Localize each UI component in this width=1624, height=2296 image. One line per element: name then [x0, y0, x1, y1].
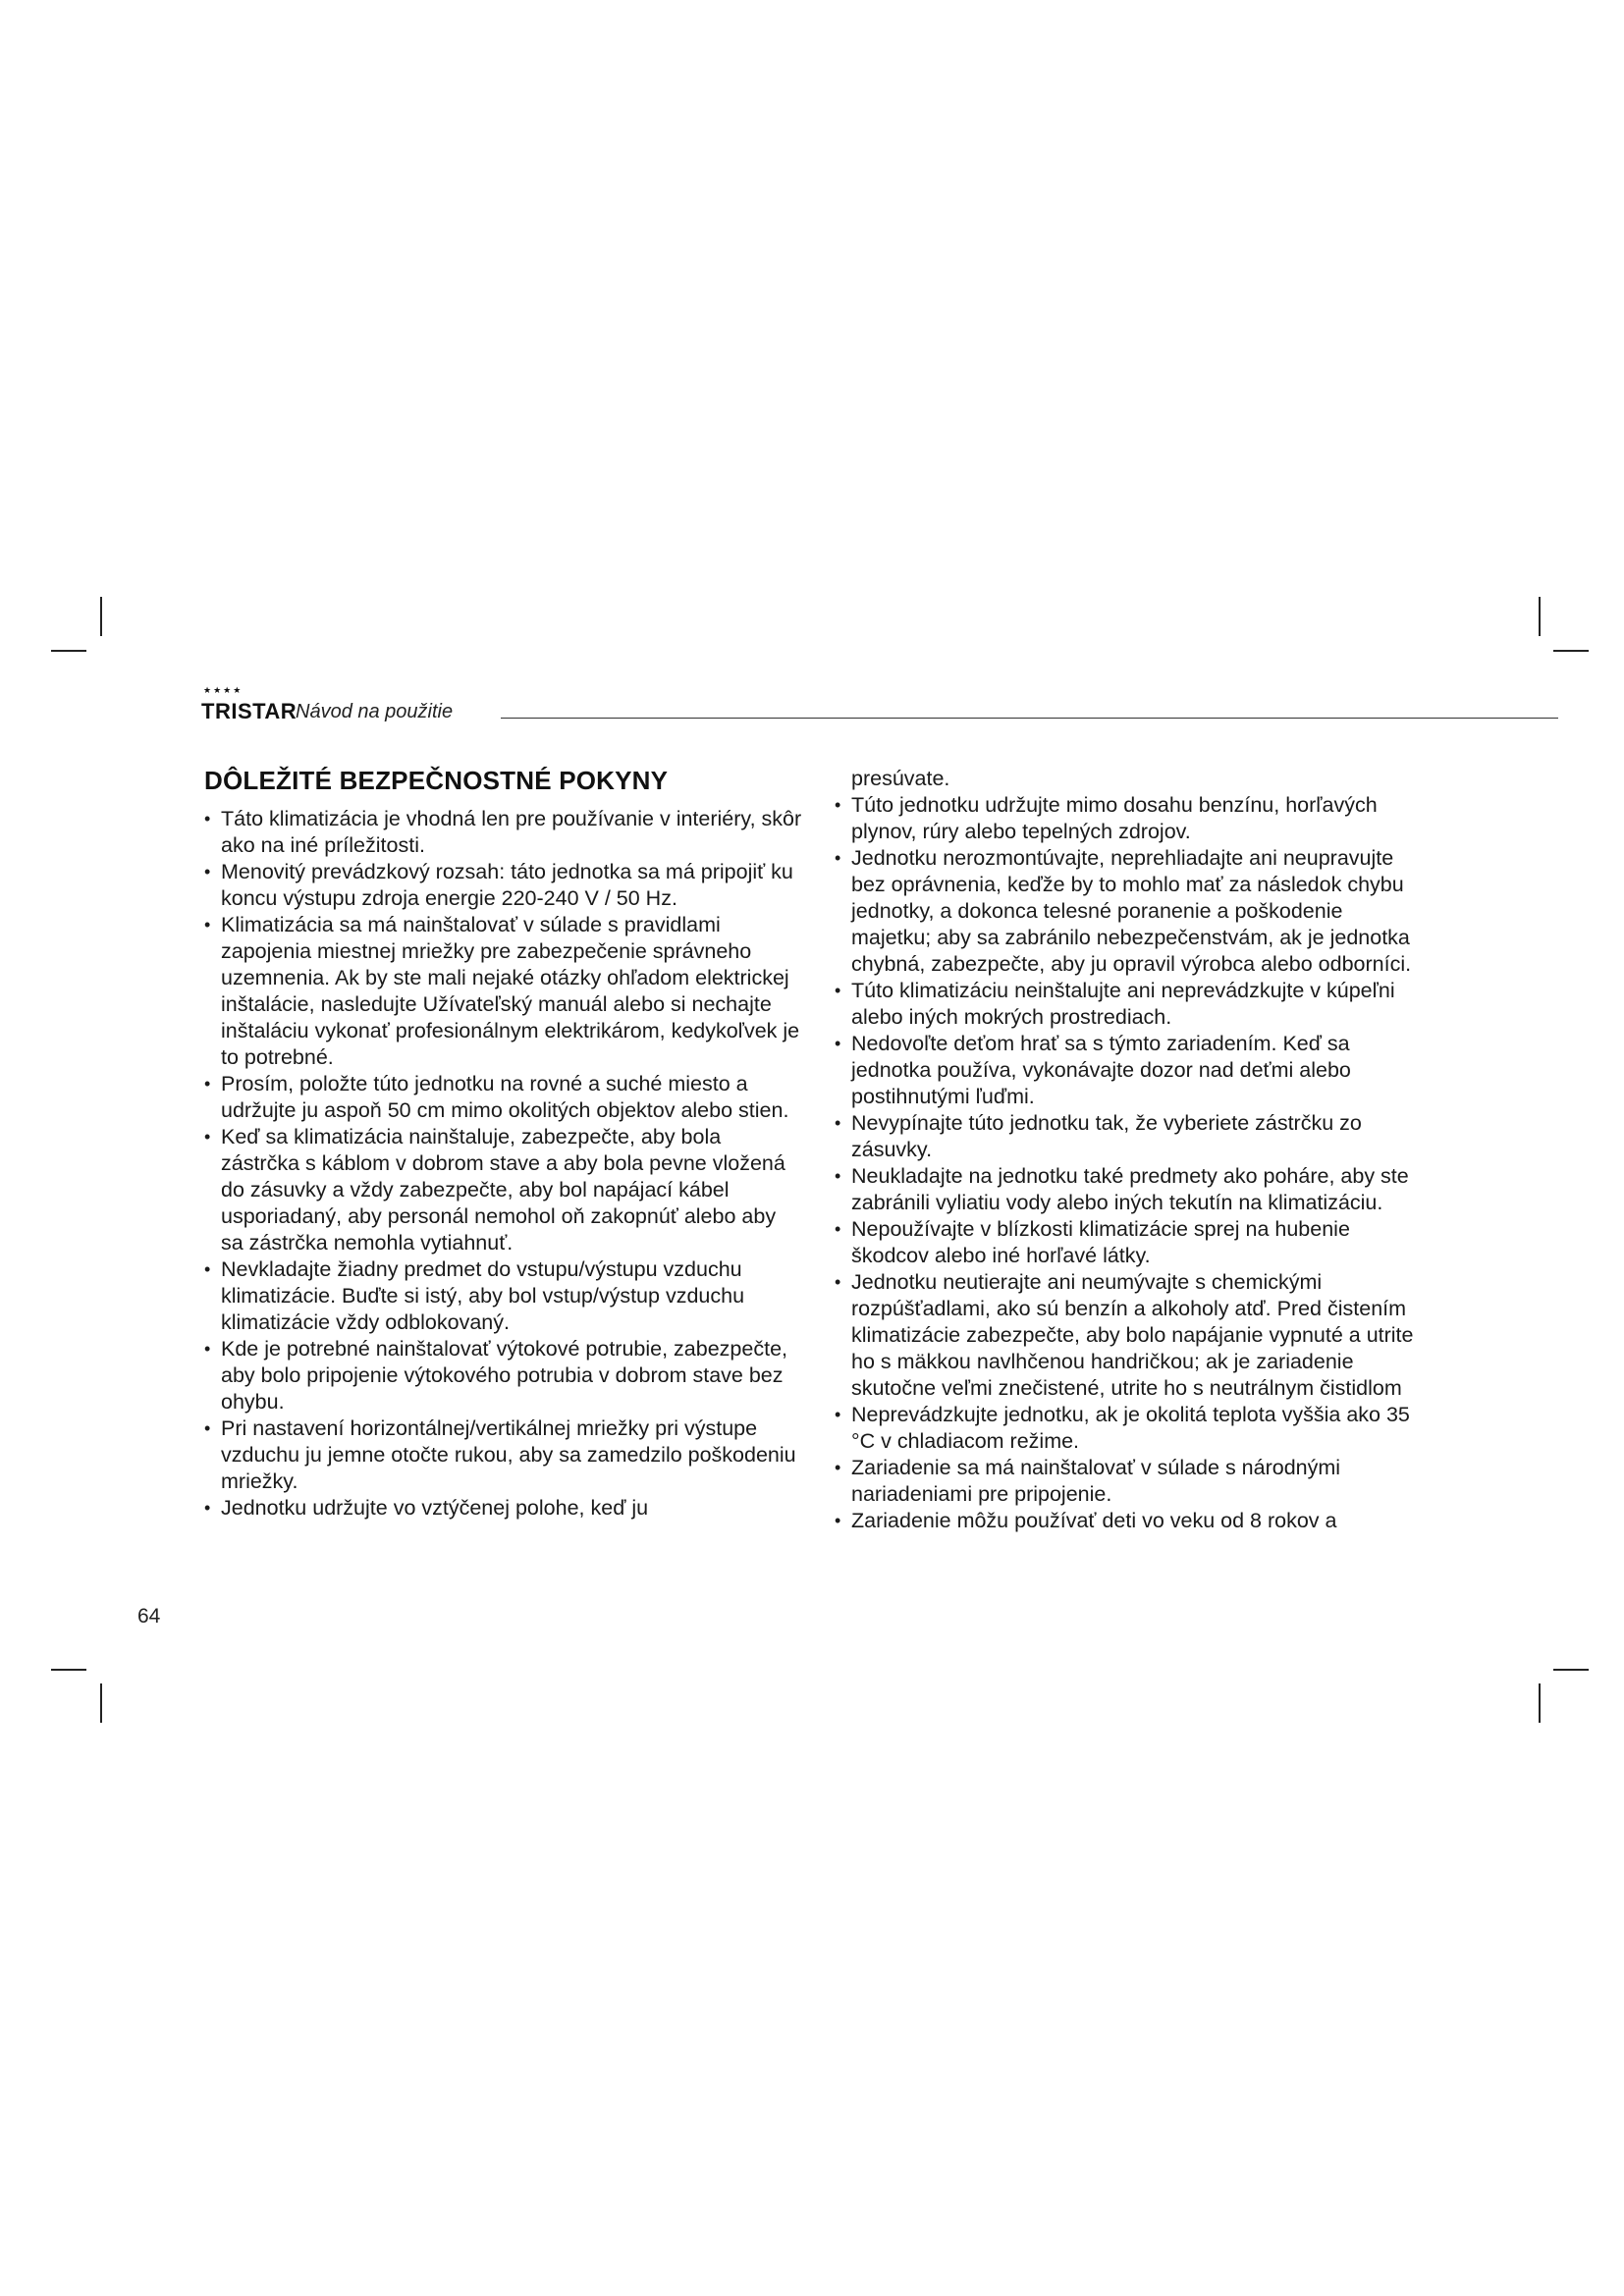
- crop-mark: [1553, 650, 1589, 652]
- crop-mark: [100, 1683, 102, 1723]
- safety-item: • Keď sa klimatizácia nainštaluje, zabezpečte, aby bola zástrčka s káblom v dobrom stave a aby bola pevne vložená do zásuvky a vždy zabezpečte, aby bol napájací kábel usporiadaný, aby personál nemohol oň zakopnúť alebo aby sa zástrčka nemohla vytiahnuť.: [204, 1124, 803, 1256]
- safety-item: • Táto klimatizácia je vhodná len pre používanie v interiéry, skôr ako na iné príležitosti.: [204, 806, 803, 859]
- safety-item: • Neprevádzkujte jednotku, ak je okolitá teplota vyššia ako 35 °C v chladiacom režime.: [835, 1402, 1424, 1455]
- safety-item: • Jednotku udržujte vo vztýčenej polohe, keď ju: [204, 1495, 803, 1522]
- safety-list-left: [204, 806, 803, 1522]
- safety-item: • Zariadenie môžu používať deti vo veku od 8 rokov a: [835, 1508, 1424, 1534]
- safety-item: • Prosím, položte túto jednotku na rovné a suché miesto a udržujte ju aspoň 50 cm mimo okolitých objektov alebo stien.: [204, 1071, 803, 1124]
- brand-logo: TRISTAR: [201, 699, 298, 723]
- page-number: 64: [137, 1605, 161, 1628]
- safety-item: • Túto klimatizáciu neinštalujte ani neprevádzkujte v kúpeľni alebo iných mokrých prostrediach.: [835, 978, 1424, 1031]
- right-column: [835, 766, 1424, 1534]
- safety-item: • Jednotku nerozmontúvajte, neprehliadajte ani neupravujte bez oprávnenia, keďže by to mohlo mať za následok chybu jednotky, a dokonca telesné poranenie a poškodenie majetku; aby sa zabránilo nebezpečenstvám, ak je jednotka chybná, zabezpečte, aby ju opravil výrobca alebo odborníci.: [835, 845, 1424, 978]
- safety-item: • Pri nastavení horizontálnej/vertikálnej mriežky pri výstupe vzduchu ju jemne otočte rukou, aby sa zamedzilo poškodeniu mriežky.: [204, 1415, 803, 1495]
- safety-item: • Jednotku neutierajte ani neumývajte s chemickými rozpúšťadlami, ako sú benzín a alkoholy atď. Pred čistením klimatizácie zabezpečte, aby bolo napájanie vypnuté a utrite ho s mäkkou navlhčenou handričkou; ak je zariadenie skutočne veľmi znečistené, utrite ho s neutrálnym čistidlom: [835, 1269, 1424, 1402]
- safety-item: • Kde je potrebné nainštalovať výtokové potrubie, zabezpečte, aby bolo pripojenie výtokového potrubia v dobrom stave bez ohybu.: [204, 1336, 803, 1415]
- left-column: [204, 766, 803, 1522]
- header-rule: [501, 718, 1558, 719]
- crop-mark: [100, 597, 102, 636]
- safety-item: • Klimatizácia sa má nainštalovať v súlade s pravidlami zapojenia miestnej mriežky pre zabezpečenie správneho uzemnenia. Ak by ste mali nejaké otázky ohľadom elektrickej inštalácie, nasledujte Užívateľský manuál alebo si nechajte inštaláciu vykonať profesionálnym elektrikárom, kedykoľvek je to potrebné.: [204, 912, 803, 1071]
- safety-list-right: [835, 792, 1424, 1534]
- section-heading: DÔLEŽITÉ BEZPEČNOSTNÉ POKYNY: [204, 766, 669, 795]
- crop-mark: [51, 1669, 86, 1671]
- safety-item: • Zariadenie sa má nainštalovať v súlade s národnými nariadeniami pre pripojenie.: [835, 1455, 1424, 1508]
- safety-item: • Túto jednotku udržujte mimo dosahu benzínu, horľavých plynov, rúry alebo tepelných zdrojov.: [835, 792, 1424, 845]
- safety-item: • Neukladajte na jednotku také predmety ako poháre, aby ste zabránili vyliatiu vody alebo iných tekutín na klimatizáciu.: [835, 1163, 1424, 1216]
- safety-item: • Nevkladajte žiadny predmet do vstupu/výstupu vzduchu klimatizácie. Buďte si istý, aby bol vstup/výstup vzduchu klimatizácie vždy odblokovaný.: [204, 1256, 803, 1336]
- safety-item: • Nepoužívajte v blízkosti klimatizácie sprej na hubenie škodcov alebo iné horľavé látky.: [835, 1216, 1424, 1269]
- crop-mark: [1539, 1683, 1541, 1723]
- safety-item: • Nevypínajte túto jednotku tak, že vyberiete zástrčku zo zásuvky.: [835, 1110, 1424, 1163]
- page-header: [201, 685, 1558, 723]
- safety-item: • Menovitý prevádzkový rozsah: táto jednotka sa má pripojiť ku koncu výstupu zdroja energie 220-240 V / 50 Hz.: [204, 859, 803, 912]
- brand-stars: ★★★★: [203, 685, 244, 695]
- crop-mark: [51, 650, 86, 652]
- manual-title: Návod na použitie: [296, 701, 454, 722]
- continuation-text: presúvate.: [851, 767, 950, 790]
- crop-mark: [1539, 597, 1541, 636]
- safety-item: • Nedovoľte deťom hrať sa s týmto zariadením. Keď sa jednotka používa, vykonávajte dozor nad deťmi alebo postihnutými ľuďmi.: [835, 1031, 1424, 1110]
- crop-mark: [1553, 1669, 1589, 1671]
